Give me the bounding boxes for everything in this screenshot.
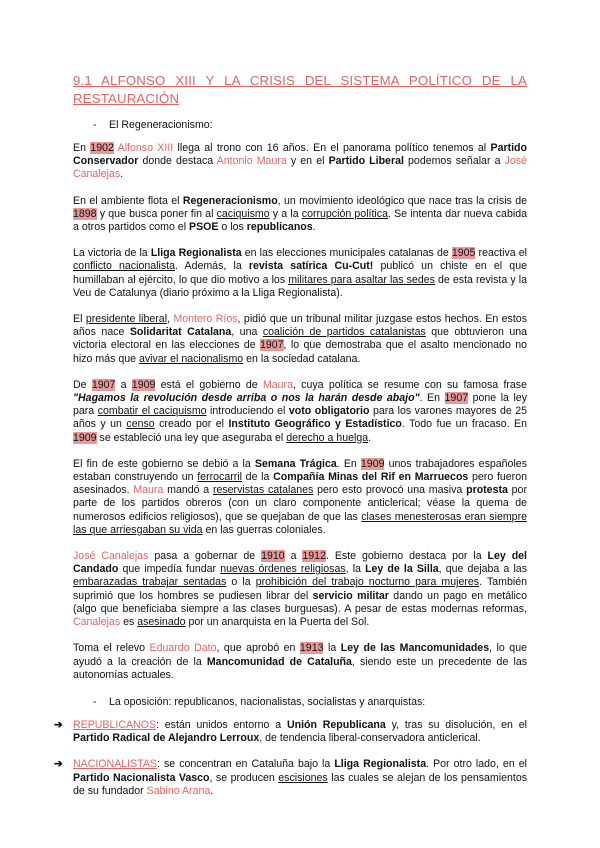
paragraph-5: De 1907 a 1909 está el gobierno de Maura, cuya política se resume con su famosa frase "Hagamos la revolución desde arriba o nos la harán desde abajo". En 1907 pone la ley para combatir el caciquismo introduciendo el voto obligatorio para los varones mayores de 25 años y un censo creado por el Instituto Geográfico y Estadístico. Todo fue un fracaso. En 1909 se estableció una ley que aseguraba el derecho a huelga.	[73, 378, 528, 444]
name-montero-rios: Montero Ríos	[173, 313, 238, 326]
document-page	[54, 72, 528, 811]
arrow-icon: ➔	[54, 718, 63, 731]
paragraph-2: En el ambiente flota el Regeneracionismo, un movimiento ideológico que nace tras la crisis de 1898 y que busca poner fin al caciquismo y a la corrupción política. Se intenta dar nueva cabida a otros partidos como el PSOE o los republicanos.	[73, 194, 527, 234]
name-jose-canalejas: José Canalejas	[73, 155, 527, 181]
paragraph-7: José Canalejas pasa a gobernar de 1910 a 1912. Este gobierno destaca por la Ley del Candado que impedía fundar nuevas órdenes religiosas, la Ley de la Silla, que dejaba a las embarazadas trabajar sentadas o la prohibición del trabajo nocturno para mujeres. También suprimió que los hombres se pudiesen librar del servicio militar dando un pago en metálico (algo que beneficiaba siempre a las clases burguesas). A pesar de estas modernas reformas, Canalejas es asesinado por un anarquista en la Puerta del Sol.	[73, 550, 527, 629]
highlight-year: 1898	[73, 207, 97, 220]
paragraph-4: El presidente liberal, Montero Ríos, pidió que un tribunal militar juzgase estos hechos. En estos años nace Solidaritat Catalana, una coalición de partidos catalanistas que obtuvieron una victoria electoral en las elecciones de 1907, lo que demostraba que el asalto mencionado no hizo más que avivar el nacionalismo en la sociedad catalana.	[73, 313, 527, 365]
subheading-regeneracionismo: - El Regeneracionismo:	[73, 118, 527, 132]
name-eduardo-dato: Eduardo Dato	[149, 642, 217, 655]
paragraph-3: La victoria de la Lliga Regionalista en las elecciones municipales catalanas de 1905 reactiva el conflicto nacionalista. Además, la revista satírica Cu-Cut! publicó un chiste en el que humillaban al ejército, lo que dio motivo a los militares para asaltar las sedes de esta revista y la Veu de Catalunya (diario próximo a la Lliga Regionalista).	[73, 247, 527, 299]
maura-quote: "Hagamos la revolución desde arriba o nos la harán desde abajo"	[73, 392, 420, 405]
paragraph-1: En 1902 Alfonso XIII llega al trono con 16 años. En el panorama político tenemos al Partido Conservador donde destaca Antonio Maura y en el Partido Liberal podemos señalar a José Canalejas.	[73, 142, 527, 181]
name-maura: Maura	[262, 378, 293, 391]
name-antonio-maura: Antonio Maura	[216, 155, 287, 168]
highlight-year: 1905	[451, 247, 476, 260]
list-item-nacionalistas: ➔ NACIONALISTAS: se concentran en Cataluña bajo la Lliga Regionalista. Por otro lado, en el Partido Nacionalista Vasco, se producen escisiones las cuales se alejan de los pensamientos de su fundador Sabino Arana.	[54, 758, 528, 797]
paragraph-6: El fin de este gobierno se debió a la Semana Trágica. En 1909 unos trabajadores españoles estaban construyendo un ferrocarril de la Compañía Minas del Rif en Marruecos pero fueron asesinados. Maura mandó a reservistas catalanes pero esto provocó una masiva protesta por parte de los partidos obreros (con un claro componente anticlerical; véase la quema de numerosos edificios religiosos), que se quejaban de que las clases menesterosas eran siempre las que arriesgaban su vida en las guerras coloniales.	[73, 457, 527, 536]
paragraph-8: Toma el relevo Eduardo Dato, que aprobó en 1913 la Ley de las Mancomunidades, lo que ayudó a la creación de la Mancomunidad de Cataluña, siendo este un precedente de las autonomías actuales.	[73, 642, 528, 681]
highlight-year: 1907	[259, 339, 284, 352]
subheading-oposicion: - La oposición: republicanos, nacionalistas, socialistas y anarquistas:	[73, 695, 527, 709]
section-title: 9.1 ALFONSO XIII Y LA CRISIS DEL SISTEMA POLÍTICO DE LA RESTAURACIÓN	[73, 73, 527, 106]
highlight-year: 1902	[90, 142, 114, 154]
arrow-icon: ➔	[54, 758, 63, 771]
list-item-republicanos: ➔ REPUBLICANOS: están unidos entorno a Unión Republicana y, tras su disolución, en el Partido Radical de Alejandro Lerroux, de tendencia liberal-conservadora anticlerical.	[54, 718, 527, 745]
name-alfonso-xiii: Alfonso XIII	[117, 142, 174, 154]
